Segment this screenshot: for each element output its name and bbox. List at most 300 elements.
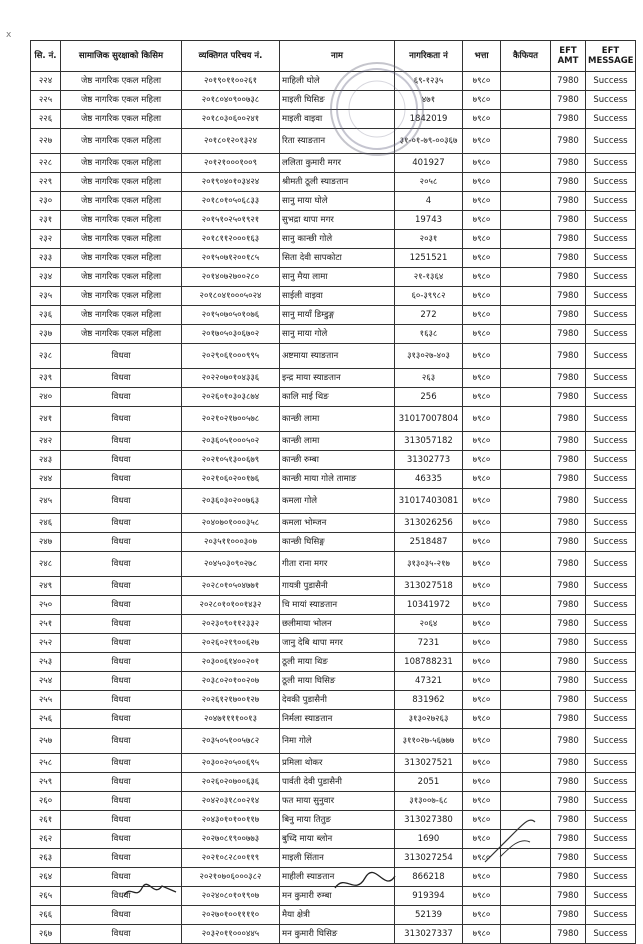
- remark-cell: [501, 887, 551, 906]
- serial-number-cell: २२८: [31, 154, 61, 173]
- beneficiary-name-cell: साईली वाइवा: [280, 287, 395, 306]
- security-type-cell: विधवा: [61, 388, 182, 407]
- serial-number-cell: २३२: [31, 230, 61, 249]
- personal-id-cell: २०१४०७२७००२८०: [182, 268, 280, 287]
- serial-number-cell: २६०: [31, 792, 61, 811]
- personal-id-cell: २०१२१०००१००९: [182, 154, 280, 173]
- eft-message-cell: Success: [586, 596, 636, 615]
- remark-cell: [501, 729, 551, 754]
- allowance-amount-cell: ७९८०: [463, 344, 501, 369]
- personal-id-cell: २०३८०२०१००२०७: [182, 672, 280, 691]
- citizenship-number-cell: 108788231: [395, 653, 463, 672]
- security-type-cell: जेष्ठ नागरिक एकल महिला: [61, 211, 182, 230]
- remark-cell: [501, 211, 551, 230]
- table-row: [31, 325, 636, 344]
- citizenship-number-cell: 866218: [395, 868, 463, 887]
- eft-message-cell: Success: [586, 653, 636, 672]
- citizenship-number-cell: 313027518: [395, 577, 463, 596]
- beneficiary-name-cell: रिता स्याङतान: [280, 129, 395, 154]
- eft-amount-cell: 7980: [551, 729, 586, 754]
- eft-message-cell: Success: [586, 211, 636, 230]
- eft-message-cell: Success: [586, 72, 636, 91]
- eft-message-cell: Success: [586, 830, 636, 849]
- citizenship-number-cell: ३१-०१-७९-००३६७: [395, 129, 463, 154]
- serial-number-cell: २६१: [31, 811, 61, 830]
- table-row: [31, 615, 636, 634]
- remark-cell: [501, 906, 551, 925]
- eft-amount-cell: 7980: [551, 249, 586, 268]
- serial-number-cell: २५९: [31, 773, 61, 792]
- security-type-cell: विधवा: [61, 849, 182, 868]
- eft-message-cell: Success: [586, 154, 636, 173]
- beneficiary-name-cell: इन्द्र माया स्याङतान: [280, 369, 395, 388]
- personal-id-cell: २०२८०१०५०४७७१: [182, 577, 280, 596]
- beneficiary-name-cell: माइली वाइवा: [280, 110, 395, 129]
- personal-id-cell: २०२६०१०३०३८७४: [182, 388, 280, 407]
- table-row: [31, 287, 636, 306]
- remark-cell: [501, 792, 551, 811]
- security-type-cell: विधवा: [61, 710, 182, 729]
- remark-cell: [501, 773, 551, 792]
- allowance-amount-cell: ७९८०: [463, 552, 501, 577]
- security-type-cell: जेष्ठ नागरिक एकल महिला: [61, 268, 182, 287]
- beneficiary-name-cell: गायत्री पुडासैनी: [280, 577, 395, 596]
- eft-message-cell: Success: [586, 691, 636, 710]
- eft-amount-cell: 7980: [551, 773, 586, 792]
- security-type-cell: विधवा: [61, 514, 182, 533]
- remark-cell: [501, 514, 551, 533]
- personal-id-cell: २०१५०७०५०१०७६: [182, 306, 280, 325]
- corner-mark: x: [6, 30, 12, 40]
- serial-number-cell: २५४: [31, 672, 61, 691]
- beneficiary-name-cell: सानु मायाँ डिम्डुङ्ग: [280, 306, 395, 325]
- table-row: [31, 451, 636, 470]
- security-type-cell: विधवा: [61, 407, 182, 432]
- security-type-cell: जेष्ठ नागरिक एकल महिला: [61, 192, 182, 211]
- eft-message-cell: Success: [586, 268, 636, 287]
- citizenship-number-cell: 313027337: [395, 925, 463, 944]
- remark-cell: [501, 72, 551, 91]
- column-header: नागरिकता नं: [395, 41, 463, 72]
- security-type-cell: जेष्ठ नागरिक एकल महिला: [61, 72, 182, 91]
- beneficiary-name-cell: सानु कान्छी गोले: [280, 230, 395, 249]
- beneficiary-name-cell: ललिता कुमारी मगर: [280, 154, 395, 173]
- allowance-amount-cell: ७९८०: [463, 91, 501, 110]
- beneficiary-name-cell: कान्छी घिसिङ्ग: [280, 533, 395, 552]
- remark-cell: [501, 388, 551, 407]
- table-row: [31, 653, 636, 672]
- security-type-cell: विधवा: [61, 691, 182, 710]
- remark-cell: [501, 552, 551, 577]
- citizenship-number-cell: 47321: [395, 672, 463, 691]
- table-row: [31, 596, 636, 615]
- column-header: व्यक्तिगत परिचय नं.: [182, 41, 280, 72]
- citizenship-number-cell: 313026256: [395, 514, 463, 533]
- eft-amount-cell: 7980: [551, 906, 586, 925]
- eft-amount-cell: 7980: [551, 306, 586, 325]
- personal-id-cell: २०१५१०२५०१९२१: [182, 211, 280, 230]
- personal-id-cell: २०१८०३०६००२४१: [182, 110, 280, 129]
- table-row: [31, 268, 636, 287]
- table-row: [31, 634, 636, 653]
- remark-cell: [501, 470, 551, 489]
- beneficiary-name-cell: कमला गोले: [280, 489, 395, 514]
- citizenship-number-cell: 401927: [395, 154, 463, 173]
- eft-message-cell: Success: [586, 407, 636, 432]
- allowance-amount-cell: ७९८०: [463, 792, 501, 811]
- personal-id-cell: २०१८०४१०००५०२४: [182, 287, 280, 306]
- eft-amount-cell: 7980: [551, 470, 586, 489]
- personal-id-cell: २०४०७०१०००३५८: [182, 514, 280, 533]
- personal-id-cell: २०४२०३१८००२१४: [182, 792, 280, 811]
- personal-id-cell: २०३६०५१०००५०२: [182, 432, 280, 451]
- allowance-amount-cell: ७९८०: [463, 388, 501, 407]
- serial-number-cell: २६४: [31, 868, 61, 887]
- remark-cell: [501, 154, 551, 173]
- eft-message-cell: Success: [586, 91, 636, 110]
- personal-id-cell: २०१५०७१२००१८५: [182, 249, 280, 268]
- eft-amount-cell: 7980: [551, 792, 586, 811]
- eft-message-cell: Success: [586, 792, 636, 811]
- allowance-amount-cell: ७९८०: [463, 230, 501, 249]
- allowance-amount-cell: ७९८०: [463, 906, 501, 925]
- citizenship-number-cell: 10341972: [395, 596, 463, 615]
- security-type-cell: विधवा: [61, 773, 182, 792]
- allowance-amount-cell: ७९८०: [463, 489, 501, 514]
- eft-amount-cell: 7980: [551, 552, 586, 577]
- beneficiary-name-cell: माइली घिसिङ: [280, 91, 395, 110]
- remark-cell: [501, 691, 551, 710]
- allowance-amount-cell: ७९८०: [463, 306, 501, 325]
- serial-number-cell: २४५: [31, 489, 61, 514]
- eft-message-cell: Success: [586, 249, 636, 268]
- serial-number-cell: २६७: [31, 925, 61, 944]
- personal-id-cell: २०३००२०५००६९५: [182, 754, 280, 773]
- table-row: [31, 154, 636, 173]
- citizenship-number-cell: २१-१३६४: [395, 268, 463, 287]
- table-row: [31, 811, 636, 830]
- beneficiary-name-cell: पार्वती देवी पुडासैनी: [280, 773, 395, 792]
- citizenship-number-cell: 272: [395, 306, 463, 325]
- personal-id-cell: २०२७०८१९००७७३: [182, 830, 280, 849]
- serial-number-cell: २४६: [31, 514, 61, 533]
- eft-amount-cell: 7980: [551, 154, 586, 173]
- allowance-amount-cell: ७९८०: [463, 773, 501, 792]
- beneficiary-name-cell: कालि माई थिङ: [280, 388, 395, 407]
- beneficiary-name-cell: कान्छी माया गोले तामाङ: [280, 470, 395, 489]
- serial-number-cell: २३९: [31, 369, 61, 388]
- table-row: [31, 729, 636, 754]
- beneficiary-name-cell: मैया क्षेत्री: [280, 906, 395, 925]
- remark-cell: [501, 615, 551, 634]
- serial-number-cell: २५८: [31, 754, 61, 773]
- table-row: [31, 906, 636, 925]
- eft-message-cell: Success: [586, 710, 636, 729]
- personal-id-cell: २०४५०३०९०२७८: [182, 552, 280, 577]
- eft-message-cell: Success: [586, 811, 636, 830]
- serial-number-cell: २५०: [31, 596, 61, 615]
- table-row: [31, 173, 636, 192]
- security-type-cell: विधवा: [61, 653, 182, 672]
- table-row: [31, 514, 636, 533]
- serial-number-cell: २४१: [31, 407, 61, 432]
- beneficiary-name-cell: माहिली घोले: [280, 72, 395, 91]
- eft-amount-cell: 7980: [551, 849, 586, 868]
- column-header: नाम: [280, 41, 395, 72]
- eft-amount-cell: 7980: [551, 129, 586, 154]
- citizenship-number-cell: 7231: [395, 634, 463, 653]
- table-row: [31, 230, 636, 249]
- eft-amount-cell: 7980: [551, 388, 586, 407]
- beneficiary-name-cell: फत माया सुनुवार: [280, 792, 395, 811]
- allowance-amount-cell: ७९८०: [463, 653, 501, 672]
- table-row: [31, 830, 636, 849]
- eft-message-cell: Success: [586, 754, 636, 773]
- eft-message-cell: Success: [586, 577, 636, 596]
- allowance-amount-cell: ७९८०: [463, 173, 501, 192]
- eft-message-cell: Success: [586, 849, 636, 868]
- serial-number-cell: २२४: [31, 72, 61, 91]
- beneficiary-name-cell: सानु माया घोले: [280, 192, 395, 211]
- eft-amount-cell: 7980: [551, 634, 586, 653]
- citizenship-number-cell: 19743: [395, 211, 463, 230]
- remark-cell: [501, 344, 551, 369]
- eft-message-cell: Success: [586, 230, 636, 249]
- personal-id-cell: २०१८०४०९००७३८: [182, 91, 280, 110]
- allowance-amount-cell: ७९८०: [463, 268, 501, 287]
- personal-id-cell: २०२१०७०६०००३८२: [182, 868, 280, 887]
- citizenship-number-cell: 1842019: [395, 110, 463, 129]
- remark-cell: [501, 710, 551, 729]
- eft-amount-cell: 7980: [551, 577, 586, 596]
- citizenship-number-cell: २०५८: [395, 173, 463, 192]
- citizenship-number-cell: ३१३०२७-४०३: [395, 344, 463, 369]
- personal-id-cell: २०२९०६१०००९९५: [182, 344, 280, 369]
- citizenship-number-cell: 2518487: [395, 533, 463, 552]
- citizenship-number-cell: 313027380: [395, 811, 463, 830]
- table-row: [31, 792, 636, 811]
- eft-message-cell: Success: [586, 514, 636, 533]
- remark-cell: [501, 268, 551, 287]
- personal-id-cell: २०२१०६०२००१७६: [182, 470, 280, 489]
- allowance-amount-cell: ७९८०: [463, 811, 501, 830]
- table-row: [31, 432, 636, 451]
- security-type-cell: विधवा: [61, 369, 182, 388]
- eft-message-cell: Success: [586, 925, 636, 944]
- security-type-cell: जेष्ठ नागरिक एकल महिला: [61, 110, 182, 129]
- personal-id-cell: २०२१०५१३००६७९: [182, 451, 280, 470]
- column-header: कैफियत: [501, 41, 551, 72]
- serial-number-cell: २३७: [31, 325, 61, 344]
- allowance-amount-cell: ७९८०: [463, 192, 501, 211]
- eft-message-cell: Success: [586, 369, 636, 388]
- security-type-cell: जेष्ठ नागरिक एकल महिला: [61, 173, 182, 192]
- beneficiary-name-cell: सुभद्रा थापा मगर: [280, 211, 395, 230]
- security-type-cell: विधवा: [61, 925, 182, 944]
- eft-amount-cell: 7980: [551, 533, 586, 552]
- table-row: [31, 533, 636, 552]
- eft-amount-cell: 7980: [551, 110, 586, 129]
- beneficiary-name-cell: ठूली माया थिङ: [280, 653, 395, 672]
- citizenship-number-cell: 4: [395, 192, 463, 211]
- remark-cell: [501, 432, 551, 451]
- citizenship-number-cell: 31017007804: [395, 407, 463, 432]
- eft-amount-cell: 7980: [551, 868, 586, 887]
- eft-message-cell: Success: [586, 325, 636, 344]
- eft-amount-cell: 7980: [551, 407, 586, 432]
- serial-number-cell: २२५: [31, 91, 61, 110]
- serial-number-cell: २३१: [31, 211, 61, 230]
- table-row: [31, 470, 636, 489]
- column-header: EFT MESSAGE: [586, 41, 636, 72]
- personal-id-cell: २०३५०५१००५७८२: [182, 729, 280, 754]
- personal-id-cell: २०२६१२१७००१२७: [182, 691, 280, 710]
- allowance-amount-cell: ७९८०: [463, 887, 501, 906]
- personal-id-cell: २०१९०४०१०३४२४: [182, 173, 280, 192]
- security-type-cell: विधवा: [61, 811, 182, 830]
- eft-amount-cell: 7980: [551, 754, 586, 773]
- allowance-amount-cell: ७९८०: [463, 451, 501, 470]
- serial-number-cell: २३६: [31, 306, 61, 325]
- allowance-amount-cell: ७९८०: [463, 470, 501, 489]
- citizenship-number-cell: 2051: [395, 773, 463, 792]
- citizenship-number-cell: १६३८: [395, 325, 463, 344]
- beneficiary-name-cell: सानु मैया लामा: [280, 268, 395, 287]
- personal-id-cell: २०१८०१२०१३२४: [182, 129, 280, 154]
- security-type-cell: विधवा: [61, 533, 182, 552]
- table-row: [31, 849, 636, 868]
- table-header: [31, 41, 636, 72]
- remark-cell: [501, 577, 551, 596]
- serial-number-cell: २५१: [31, 615, 61, 634]
- serial-number-cell: २३३: [31, 249, 61, 268]
- allowance-amount-cell: ७९८०: [463, 110, 501, 129]
- remark-cell: [501, 489, 551, 514]
- security-type-cell: जेष्ठ नागरिक एकल महिला: [61, 325, 182, 344]
- remark-cell: [501, 754, 551, 773]
- security-type-cell: विधवा: [61, 489, 182, 514]
- remark-cell: [501, 287, 551, 306]
- allowance-amount-cell: ७९८०: [463, 72, 501, 91]
- remark-cell: [501, 192, 551, 211]
- personal-id-cell: २०२४०८०१०१९०७: [182, 887, 280, 906]
- allowance-amount-cell: ७९८०: [463, 129, 501, 154]
- eft-message-cell: Success: [586, 129, 636, 154]
- citizenship-number-cell: २०३१: [395, 230, 463, 249]
- serial-number-cell: २६२: [31, 830, 61, 849]
- column-header: भत्ता: [463, 41, 501, 72]
- beneficiary-name-cell: कान्छी रुम्बा: [280, 451, 395, 470]
- table-row: [31, 691, 636, 710]
- security-type-cell: विधवा: [61, 470, 182, 489]
- serial-number-cell: २३८: [31, 344, 61, 369]
- table-row: [31, 369, 636, 388]
- security-type-cell: विधवा: [61, 830, 182, 849]
- personal-id-cell: २०१८०१०५०६८३३: [182, 192, 280, 211]
- eft-message-cell: Success: [586, 344, 636, 369]
- remark-cell: [501, 91, 551, 110]
- allowance-amount-cell: ७९८०: [463, 533, 501, 552]
- security-type-cell: विधवा: [61, 672, 182, 691]
- serial-number-cell: २५७: [31, 729, 61, 754]
- serial-number-cell: २४८: [31, 552, 61, 577]
- eft-amount-cell: 7980: [551, 72, 586, 91]
- personal-id-cell: २०२६०२१९००६२७: [182, 634, 280, 653]
- handwritten-initials: [120, 880, 180, 902]
- eft-message-cell: Success: [586, 287, 636, 306]
- eft-amount-cell: 7980: [551, 91, 586, 110]
- serial-number-cell: २३५: [31, 287, 61, 306]
- eft-amount-cell: 7980: [551, 173, 586, 192]
- security-type-cell: विधवा: [61, 887, 182, 906]
- personal-id-cell: २०२३०९०११२३३२: [182, 615, 280, 634]
- serial-number-cell: २६६: [31, 906, 61, 925]
- citizenship-number-cell: 31302773: [395, 451, 463, 470]
- security-type-cell: जेष्ठ नागरिक एकल महिला: [61, 129, 182, 154]
- beneficiary-name-cell: प्रमिला थोकर: [280, 754, 395, 773]
- beneficiary-table-sheet: [30, 40, 635, 944]
- serial-number-cell: २२६: [31, 110, 61, 129]
- beneficiary-name-cell: सानु माया गोले: [280, 325, 395, 344]
- eft-message-cell: Success: [586, 773, 636, 792]
- security-type-cell: विधवा: [61, 906, 182, 925]
- eft-message-cell: Success: [586, 306, 636, 325]
- eft-message-cell: Success: [586, 470, 636, 489]
- security-type-cell: विधवा: [61, 634, 182, 653]
- eft-amount-cell: 7980: [551, 672, 586, 691]
- security-type-cell: जेष्ठ नागरिक एकल महिला: [61, 306, 182, 325]
- serial-number-cell: २६५: [31, 887, 61, 906]
- allowance-amount-cell: ७९८०: [463, 369, 501, 388]
- table-row: [31, 249, 636, 268]
- eft-message-cell: Success: [586, 552, 636, 577]
- allowance-amount-cell: ७९८०: [463, 830, 501, 849]
- beneficiary-name-cell: ठूली माया घिसिङ: [280, 672, 395, 691]
- eft-amount-cell: 7980: [551, 596, 586, 615]
- security-type-cell: विधवा: [61, 868, 182, 887]
- table-row: [31, 489, 636, 514]
- allowance-amount-cell: ७९८०: [463, 729, 501, 754]
- remark-cell: [501, 110, 551, 129]
- table-row: [31, 710, 636, 729]
- eft-message-cell: Success: [586, 173, 636, 192]
- column-header: EFT AMT: [551, 41, 586, 72]
- security-type-cell: विधवा: [61, 451, 182, 470]
- allowance-amount-cell: ७९८०: [463, 407, 501, 432]
- beneficiary-name-cell: देवकी पुडासैनी: [280, 691, 395, 710]
- beneficiary-name-cell: मन कुमारी घिसिङ: [280, 925, 395, 944]
- table-row: [31, 577, 636, 596]
- eft-amount-cell: 7980: [551, 925, 586, 944]
- eft-amount-cell: 7980: [551, 211, 586, 230]
- eft-amount-cell: 7980: [551, 287, 586, 306]
- allowance-amount-cell: ७९८०: [463, 615, 501, 634]
- personal-id-cell: २०४७११११००१३: [182, 710, 280, 729]
- table-row: [31, 72, 636, 91]
- beneficiary-name-cell: निर्मला स्याङतान: [280, 710, 395, 729]
- eft-amount-cell: 7980: [551, 830, 586, 849]
- citizenship-number-cell: ३१३०२७२६३: [395, 710, 463, 729]
- allowance-amount-cell: ७९८०: [463, 514, 501, 533]
- remark-cell: [501, 634, 551, 653]
- serial-number-cell: २४४: [31, 470, 61, 489]
- security-type-cell: जेष्ठ नागरिक एकल महिला: [61, 230, 182, 249]
- serial-number-cell: २४२: [31, 432, 61, 451]
- personal-id-cell: २०२२०७०१०४३३६: [182, 369, 280, 388]
- serial-number-cell: २४०: [31, 388, 61, 407]
- eft-message-cell: Success: [586, 489, 636, 514]
- beneficiary-name-cell: गीता राना मगर: [280, 552, 395, 577]
